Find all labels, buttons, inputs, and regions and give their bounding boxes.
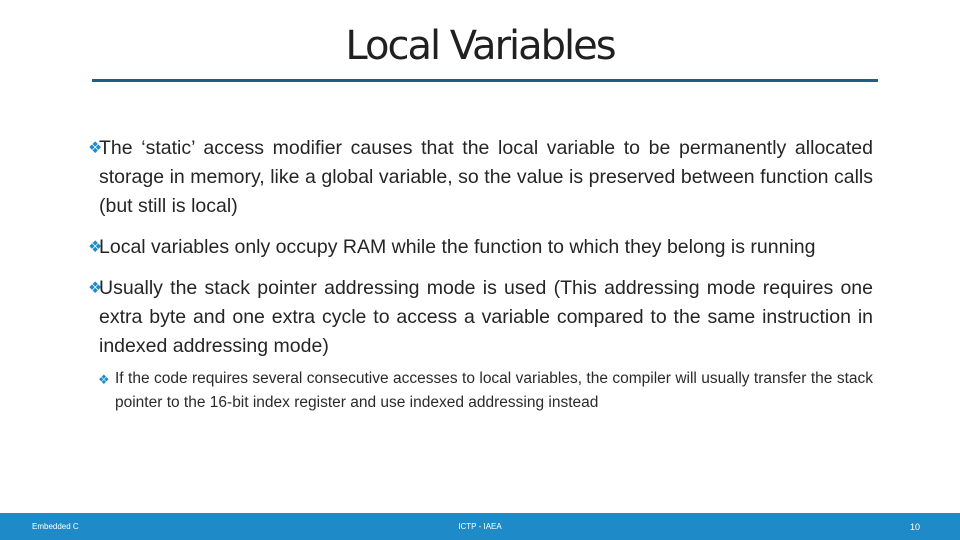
diamond-bullet-icon: ❖	[88, 280, 103, 297]
bullet-list	[88, 134, 873, 415]
footer-bar	[0, 513, 960, 540]
footer-organization-label: ICTP - IAEA	[458, 522, 502, 531]
page-number: 10	[909, 522, 920, 532]
title-underline	[92, 79, 878, 82]
slide-title: Local Variables	[345, 23, 615, 69]
footer-course-label: Embedded C	[32, 522, 79, 531]
bullet-text: Local variables only occupy RAM while the function to which they belong is running	[99, 236, 816, 258]
bullet-text: Usually the stack pointer addressing mode is used (This addressing mode requires one extra byte and one extra cycle to access a variable compared to the same instruction in indexed addressing mode)	[99, 277, 873, 357]
bullet-text: The ‘static’ access modifier causes that the local variable to be permanently allocated storage in memory, like a global variable, so the value is preserved between function calls (but still is local)	[99, 137, 873, 217]
diamond-bullet-icon: ❖	[88, 140, 103, 157]
diamond-bullet-icon: ❖	[88, 239, 103, 256]
bullet-item	[88, 233, 873, 262]
sub-bullet-text: If the code requires several consecutive accesses to local variables, the compiler will usually transfer the stack pointer to the 16-bit index register and use indexed addressing instead	[115, 370, 873, 411]
diamond-bullet-icon: ❖	[98, 372, 110, 387]
bullet-item	[88, 134, 873, 221]
sub-bullet-item	[98, 367, 873, 415]
bullet-item	[88, 274, 873, 361]
